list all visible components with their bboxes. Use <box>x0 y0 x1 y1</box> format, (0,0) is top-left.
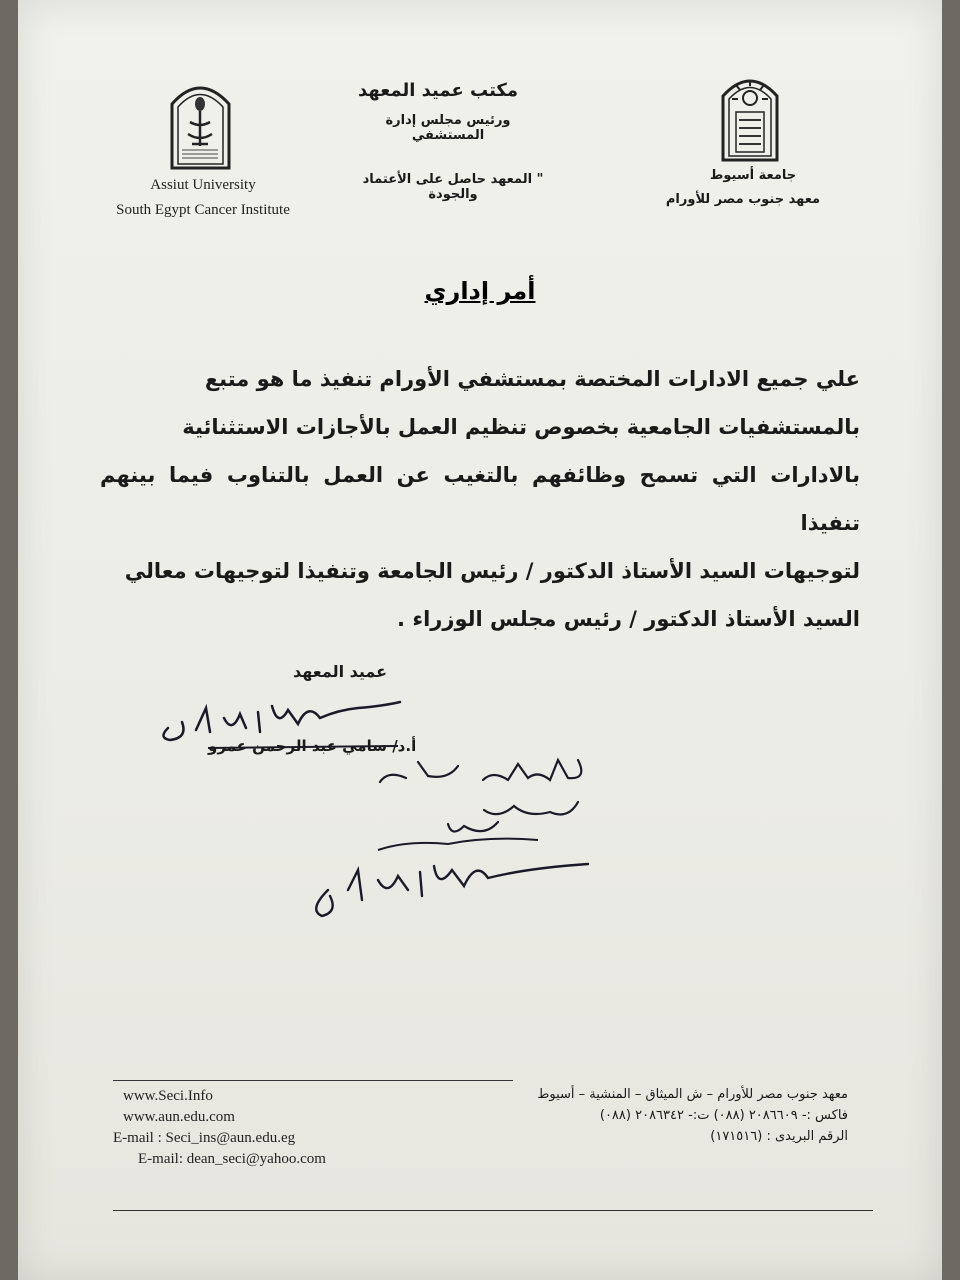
dean-office-title: مكتب عميد المعهد <box>357 80 519 101</box>
footer-email-2[interactable]: E-mail: dean_seci@yahoo.com <box>138 1151 326 1167</box>
institute-name-ar: معهد جنوب مصر للأورام <box>665 192 821 207</box>
footer-website-2[interactable]: www.aun.edu.com <box>123 1109 235 1125</box>
institute-name-en: South Egypt Cancer Institute <box>116 202 290 218</box>
footer-email-1[interactable]: E-mail : Seci_ins@aun.edu.eg <box>113 1130 296 1146</box>
footer-contacts-en <box>113 1086 326 1170</box>
body-line-1: علي جميع الادارات المختصة بمستشفي الأورام تنفيذ ما هو متبع <box>204 367 860 391</box>
signatory-title: عميد المعهد <box>293 662 388 681</box>
body-line-4: لتوجيهات السيد الأستاذ الدكتور / رئيس الجامعة وتنفيذا لتوجيهات معالي <box>124 559 860 583</box>
document-body <box>100 355 860 643</box>
university-name-en: Assiut University <box>150 177 256 193</box>
body-line-2: بالمستشفيات الجامعية بخصوص تنظيم العمل بالأجازات الاستثنائية <box>182 415 860 439</box>
header-left-text <box>113 173 293 223</box>
body-line-5: السيد الأستاذ الدكتور / رئيس مجلس الوزراء . <box>397 607 860 631</box>
footer-rule-bottom <box>113 1210 873 1211</box>
document-title: أمر إداري <box>424 277 536 305</box>
footer-phone-fax: فاكس :- ٢٠٨٦٦٠٩ (٠٨٨) ت:- ٢٠٨٦٣٤٢ (٠٨٨) <box>599 1108 848 1123</box>
cancer-institute-seal-icon <box>168 78 233 170</box>
footer-address-ar <box>488 1084 848 1147</box>
footer-website-1[interactable]: www.Seci.Info <box>123 1088 213 1104</box>
accreditation-note: " المعهد حاصل على الأعتماد والجودة <box>362 172 544 202</box>
body-line-3: بالادارات التي تسمح وظائفهم بالتغيب عن العمل بالتناوب فيما بينهم تنفيذا <box>100 463 860 535</box>
footer-postal-code: الرقم البريدى : (١٧١٥١٦) <box>710 1129 848 1144</box>
university-name-ar: جامعة أسيوط <box>709 168 797 183</box>
board-chairman-subtitle: ورئيس مجلس إدارة المستشفي <box>385 113 511 143</box>
assiut-university-seal-icon <box>720 72 780 162</box>
document-page <box>18 0 942 1280</box>
handwritten-note-signature <box>288 740 628 940</box>
footer-rule-top <box>113 1080 513 1081</box>
signatory-name: أ.د/ سامي عبد الرحمن عمرو <box>208 737 417 755</box>
footer-address: معهد جنوب مصر للأورام – ش الميثاق – المنشية – أسيوط <box>537 1087 848 1102</box>
